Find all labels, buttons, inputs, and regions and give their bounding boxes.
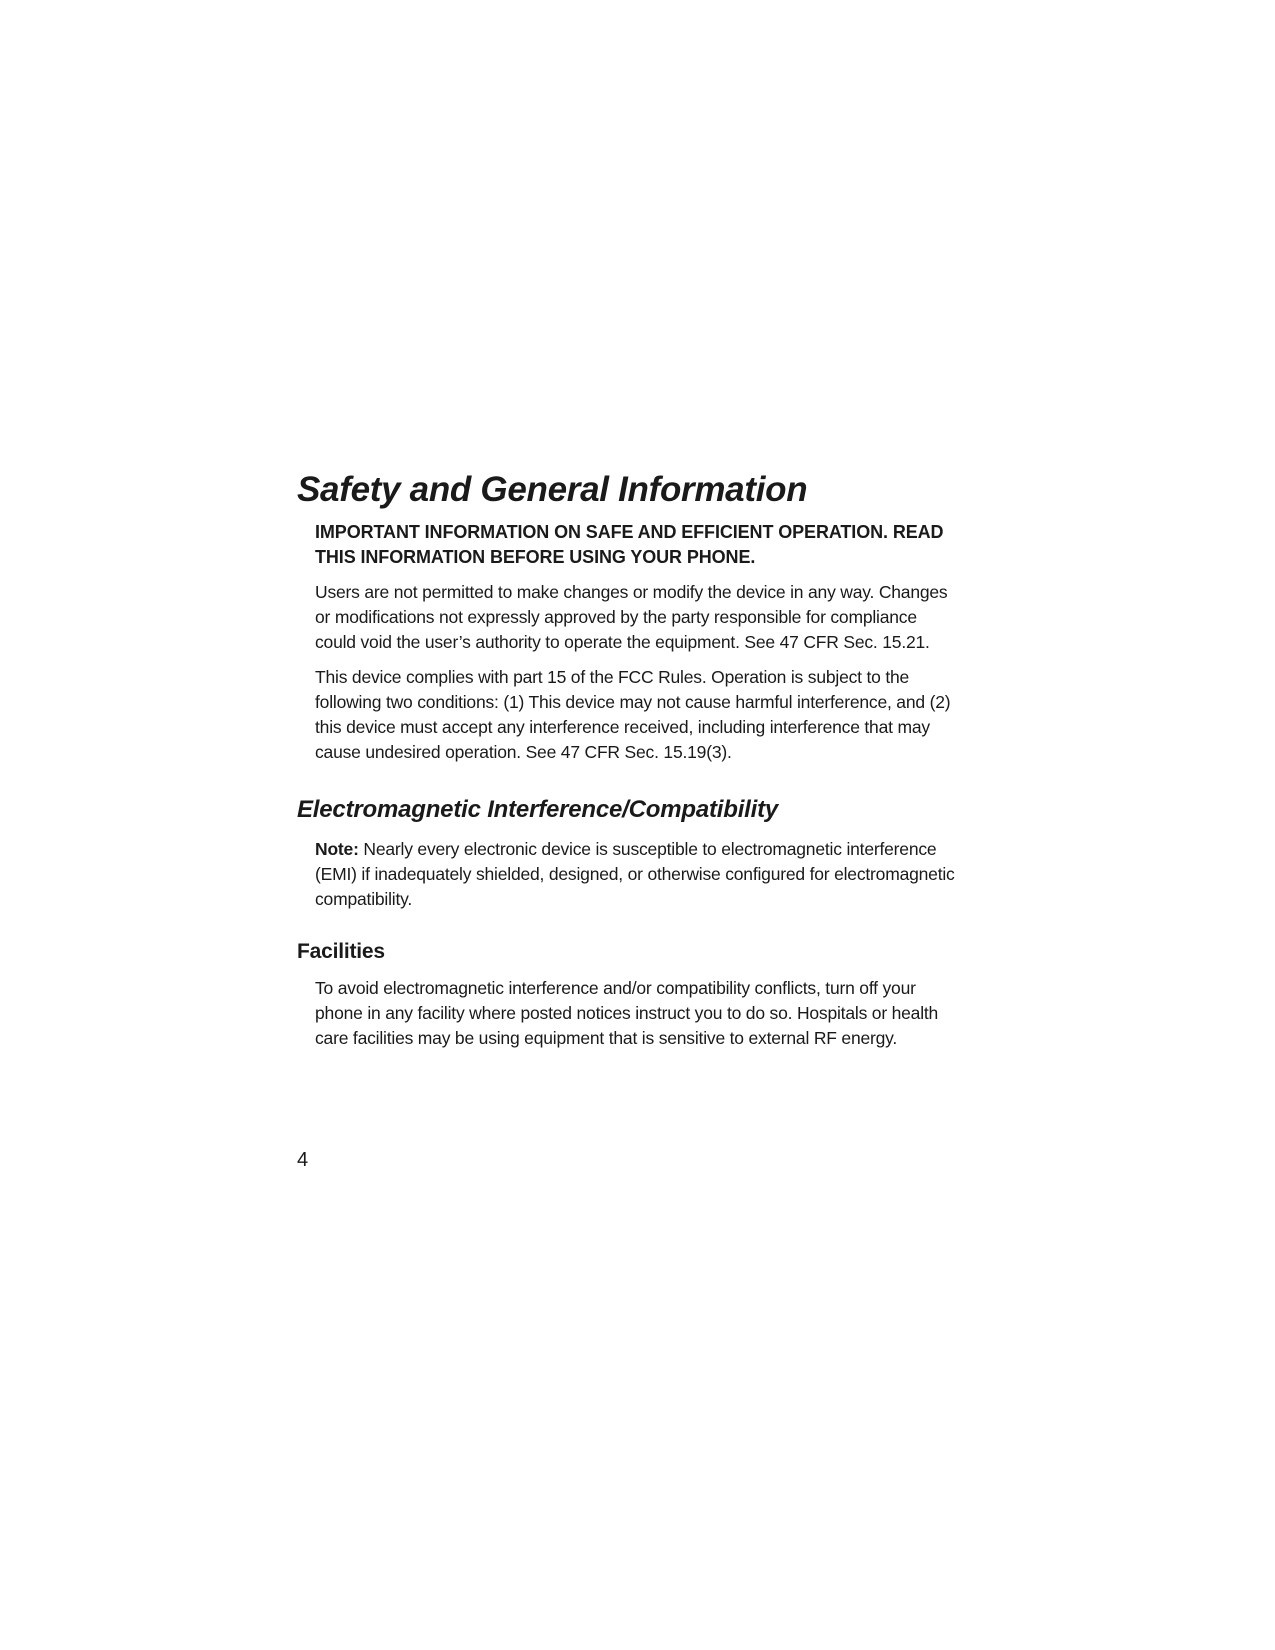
emi-block [315, 837, 955, 912]
facilities-heading: Facilities [297, 940, 385, 963]
important-notice: IMPORTANT INFORMATION ON SAFE AND EFFICIENT OPERATION. READ THIS INFORMATION BEFORE USING YOUR PHONE. [315, 522, 944, 567]
fcc-compliance-paragraph: This device complies with part 15 of the FCC Rules. Operation is subject to the following two conditions: (1) This device may not cause harmful interference, and (2) this device must accept any interference received, including interference that may cause undesired operation. See 47 CFR Sec. 15.19(3). [315, 667, 951, 762]
page-content [297, 470, 957, 1061]
page-title: Safety and General Information [297, 470, 808, 509]
intro-block [315, 520, 955, 765]
note-text: Nearly every electronic device is susceptible to electromagnetic interference (EMI) if inadequately shielded, designed, or otherwise configured for electromagnetic compatibility. [315, 839, 955, 909]
modification-paragraph: Users are not permitted to make changes or modify the device in any way. Changes or modifications not expressly approved by the party responsible for compliance could void the user’s authority to operate the equipment. See 47 CFR Sec. 15.21. [315, 582, 948, 652]
emi-heading: Electromagnetic Interference/Compatibility [297, 796, 779, 823]
page-number: 4 [297, 1149, 309, 1171]
facilities-block [315, 976, 955, 1051]
emi-note-paragraph [315, 837, 955, 912]
facilities-paragraph: To avoid electromagnetic interference and/or compatibility conflicts, turn off your phone in any facility where posted notices instruct you to do so. Hospitals or health care facilities may be using equipment that is sensitive to external RF energy. [315, 978, 939, 1048]
note-label: Note: [315, 839, 359, 859]
